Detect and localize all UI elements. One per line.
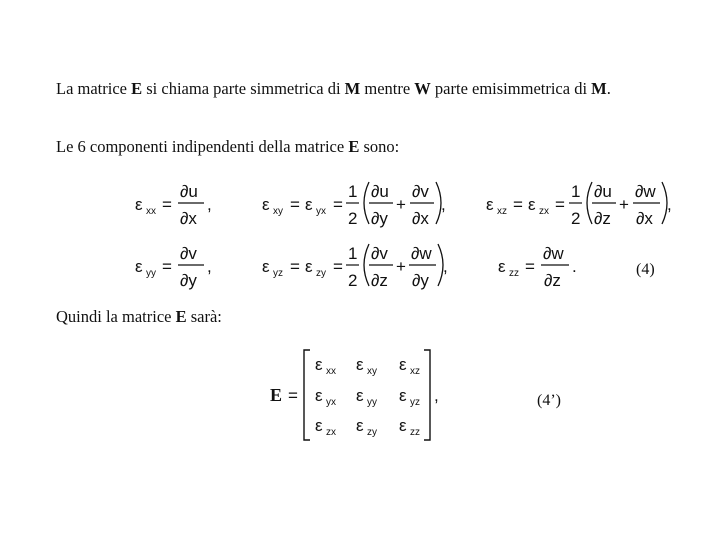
svg-text:∂v: ∂v <box>371 244 388 263</box>
svg-text:∂u: ∂u <box>594 182 612 201</box>
svg-text:,: , <box>443 257 448 276</box>
svg-text:∂v: ∂v <box>412 182 429 201</box>
svg-text:,: , <box>441 195 446 214</box>
svg-text:,: , <box>207 195 212 214</box>
svg-text:∂x: ∂x <box>180 209 197 228</box>
svg-text:+: + <box>396 195 406 214</box>
matrix-cell-yy: ε <box>356 386 364 405</box>
equation-exz <box>486 182 672 228</box>
svg-text:xy: xy <box>273 206 283 217</box>
svg-text:zx: zx <box>539 206 549 217</box>
text-span: La matrice <box>56 79 132 98</box>
svg-text:∂w: ∂w <box>411 244 432 263</box>
svg-text:ε: ε <box>528 195 536 214</box>
svg-text:xx: xx <box>146 206 156 217</box>
matrix-cell-zz: ε <box>399 416 407 435</box>
text-span: mentre <box>360 79 415 98</box>
equation-number-4: (4) <box>636 261 655 278</box>
matrix-cell-subscript: yz <box>410 397 420 408</box>
svg-text:∂x: ∂x <box>636 209 653 228</box>
matrix-cell-xy: ε <box>356 355 364 374</box>
svg-text:2: 2 <box>348 209 358 228</box>
svg-text:∂v: ∂v <box>180 244 197 263</box>
svg-text:∂u: ∂u <box>180 182 198 201</box>
svg-text:1: 1 <box>348 244 358 263</box>
matrix-cell-zx: ε <box>315 416 323 435</box>
components-paragraph <box>56 136 399 157</box>
equation-exx <box>135 182 212 228</box>
svg-text:zy: zy <box>316 268 326 279</box>
svg-text:+: + <box>619 195 629 214</box>
text-span: Le 6 componenti indipendenti della matrice <box>56 137 349 156</box>
svg-text:∂u: ∂u <box>371 182 389 201</box>
svg-text:,: , <box>434 386 439 405</box>
bold-E: E <box>175 307 187 326</box>
svg-text:,: , <box>207 257 212 276</box>
svg-text:=: = <box>555 195 565 214</box>
svg-text:∂y: ∂y <box>412 271 429 290</box>
bold-E: E <box>348 137 360 156</box>
svg-text:ε: ε <box>305 195 313 214</box>
bold-W: W <box>414 79 431 98</box>
strain-matrix <box>0 340 720 450</box>
matrix-symbol: E <box>270 385 283 405</box>
svg-text:ε: ε <box>305 257 313 276</box>
matrix-cell-subscript: xz <box>410 366 420 377</box>
matrix-cell-subscript: zz <box>410 427 420 438</box>
svg-text:ε: ε <box>135 195 143 214</box>
intro-paragraph <box>56 78 686 99</box>
svg-text:∂z: ∂z <box>544 271 561 290</box>
matrix-cell-yz: ε <box>399 386 407 405</box>
svg-text:=: = <box>290 257 300 276</box>
svg-text:ε: ε <box>498 257 506 276</box>
matrix-cell-subscript: zy <box>367 427 377 438</box>
matrix-intro-paragraph <box>56 306 222 327</box>
matrix-cell-zy: ε <box>356 416 364 435</box>
equation-number-4-prime: (4’) <box>537 392 561 409</box>
svg-text:2: 2 <box>348 271 358 290</box>
svg-text:=: = <box>290 195 300 214</box>
svg-text:,: , <box>667 195 672 214</box>
svg-text:1: 1 <box>571 182 581 201</box>
text-span: . <box>606 79 611 98</box>
svg-text:yy: yy <box>146 268 156 279</box>
svg-text:∂x: ∂x <box>412 209 429 228</box>
svg-text:∂y: ∂y <box>180 271 197 290</box>
svg-text:+: + <box>396 257 406 276</box>
svg-text:=: = <box>333 257 343 276</box>
svg-text:.: . <box>572 257 577 276</box>
strain-equations <box>0 170 720 300</box>
svg-text:1: 1 <box>348 182 358 201</box>
bold-M: M <box>344 79 361 98</box>
svg-text:ε: ε <box>486 195 494 214</box>
svg-text:ε: ε <box>262 257 270 276</box>
svg-text:ε: ε <box>135 257 143 276</box>
matrix-cell-subscript: yx <box>326 397 336 408</box>
svg-text:yz: yz <box>273 268 283 279</box>
equation-exy <box>262 182 446 228</box>
svg-text:∂z: ∂z <box>371 271 388 290</box>
svg-text:=: = <box>162 257 172 276</box>
text-span: sono: <box>359 137 400 156</box>
svg-text:=: = <box>513 195 523 214</box>
text-span: Quindi la matrice <box>56 307 176 326</box>
svg-text:xz: xz <box>497 206 507 217</box>
equation-eyz <box>262 244 448 290</box>
svg-text:yx: yx <box>316 206 326 217</box>
svg-text:∂w: ∂w <box>543 244 564 263</box>
matrix-cell-subscript: xx <box>326 366 336 377</box>
svg-text:∂z: ∂z <box>594 209 611 228</box>
bold-M: M <box>591 79 607 98</box>
svg-text:=: = <box>525 257 535 276</box>
matrix-cell-subscript: zx <box>326 427 336 438</box>
text-span: si chiama parte simmetrica di <box>142 79 345 98</box>
equation-eyy <box>135 244 212 290</box>
bold-E: E <box>131 79 143 98</box>
svg-text:∂w: ∂w <box>635 182 656 201</box>
text-span: parte emisimmetrica di <box>430 79 592 98</box>
equation-ezz <box>498 244 577 290</box>
svg-text:∂y: ∂y <box>371 209 388 228</box>
matrix-cell-yx: ε <box>315 386 323 405</box>
matrix-cell-xz: ε <box>399 355 407 374</box>
svg-text:zz: zz <box>509 268 519 279</box>
text-span: sarà: <box>186 307 222 326</box>
matrix-cell-subscript: yy <box>367 397 377 408</box>
matrix-cell-xx: ε <box>315 355 323 374</box>
svg-text:2: 2 <box>571 209 581 228</box>
svg-text:=: = <box>333 195 343 214</box>
svg-text:=: = <box>288 386 298 405</box>
svg-text:=: = <box>162 195 172 214</box>
matrix-cell-subscript: xy <box>367 366 377 377</box>
svg-text:ε: ε <box>262 195 270 214</box>
